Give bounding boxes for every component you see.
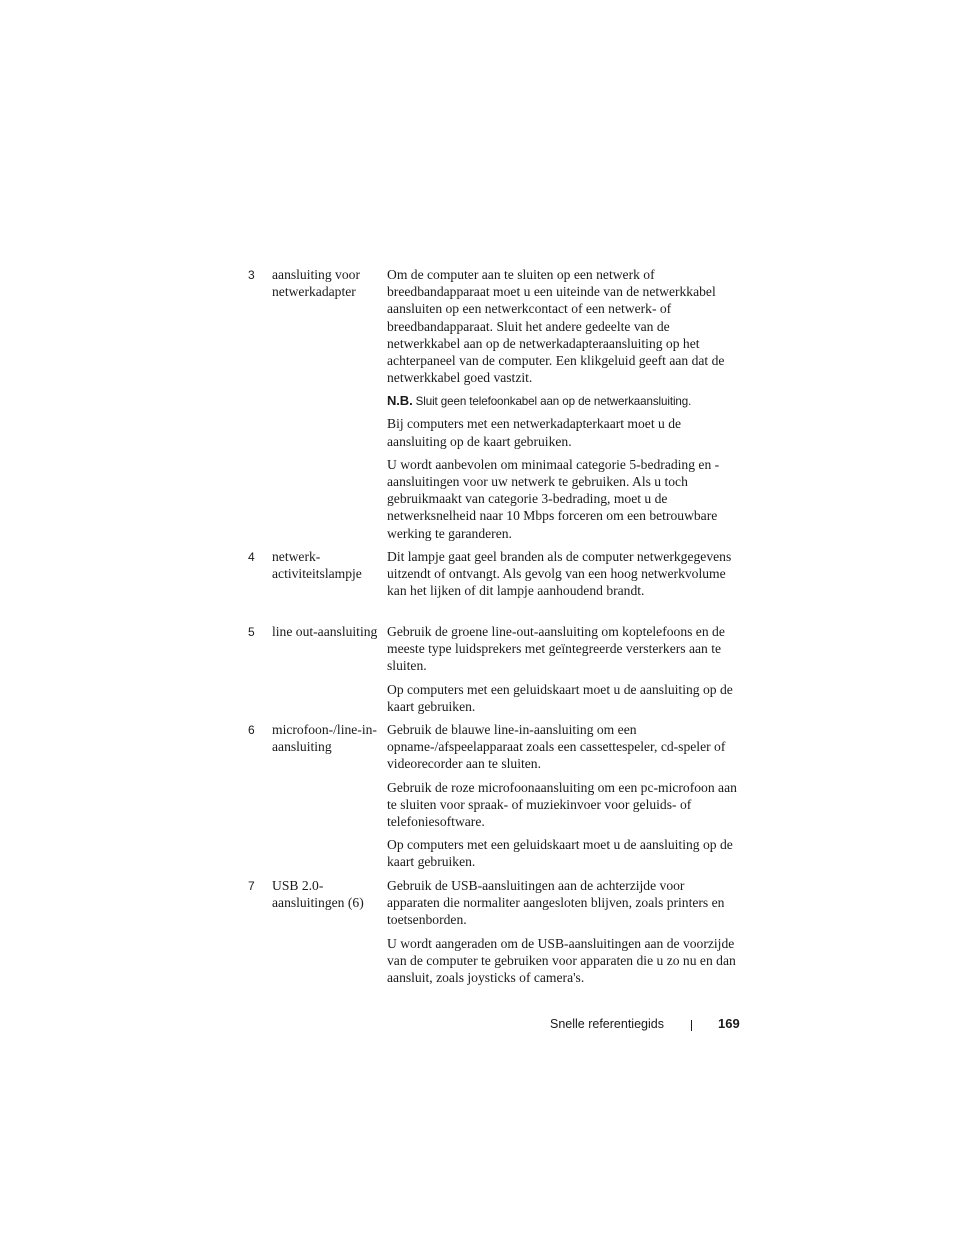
item-description — [387, 623, 737, 721]
item-term: microfoon-/line-in-aansluiting — [272, 722, 377, 755]
description-paragraph: Gebruik de groene line-out-aansluiting om koptelefoons en de meeste type luidsprekers met geïntegreerde versterkers aan te sluiten. — [387, 624, 725, 674]
item-description — [387, 266, 737, 548]
item-number: 7 — [248, 879, 255, 893]
item-number: 6 — [248, 723, 255, 737]
note-text: Sluit geen telefoonkabel aan op de netwerkaansluiting. — [415, 395, 692, 409]
footer-separator — [691, 1020, 692, 1031]
item-description — [387, 721, 737, 877]
description-paragraph: Om de computer aan te sluiten op een netwerk of breedbandapparaat moet u een uiteinde van de netwerkkabel aansluiten op een netwerkcontact of een netwerk- of breedbandapparaat. Sluit het andere gedeelte van de netwerkkabel aan op de netwerkadapteraansluiting op het achterpaneel van de computer. Een klikgeluid geeft aan dat de netwerkkabel goed vastzit. — [387, 267, 725, 386]
description-paragraph: Dit lampje gaat geel branden als de computer netwerkgegevens uitzendt of ontvangt. Als gevolg van een hoog netwerkvolume kan het lijken of dit lampje aanhoudend brandt. — [387, 549, 732, 599]
item-number: 4 — [248, 550, 255, 564]
page-footer — [0, 1015, 954, 1035]
footer-title: Snelle referentiegids — [550, 1017, 664, 1031]
description-paragraph: U wordt aangeraden om de USB-aansluitingen aan de voorzijde van de computer te gebruiken voor apparaten die u zo nu en dan aansluit, zoals joysticks of camera's. — [387, 935, 736, 986]
note-label: N.B. — [387, 393, 413, 409]
item-description — [387, 548, 737, 606]
item-term: aansluiting voor netwerkadapter — [272, 267, 360, 300]
item-number: 3 — [248, 268, 255, 282]
description-paragraph: U wordt aanbevolen om minimaal categorie 5-bedrading en -aansluitingen voor uw netwerk te gebruiken. Als u toch gebruikmaakt van categorie 3-bedrading, moet u de netwerksnelheid naar 10 Mbps forceren om een betrouwbare werking te garanderen. — [387, 456, 720, 541]
item-description — [387, 877, 737, 992]
description-paragraph: Gebruik de roze microfoonaansluiting om een pc-microfoon aan te sluiten voor spraak- of muziekinvoer voor geluids- of telefoniesoftware. — [387, 779, 737, 830]
description-paragraph: Gebruik de USB-aansluitingen aan de achterzijde voor apparaten die normaliter aangesloten blijven, zoals printers en toetsenborden. — [387, 878, 725, 928]
item-term: line out-aansluiting — [272, 624, 378, 639]
description-paragraph: Gebruik de blauwe line-in-aansluiting om een opname-/afspeelapparaat zoals een cassettespeler, cd-speler of videorecorder aan te sluiten. — [387, 722, 726, 772]
item-term: USB 2.0-aansluitingen (6) — [272, 878, 364, 911]
item-term: netwerk-activiteitslampje — [272, 549, 362, 582]
note — [387, 392, 737, 410]
description-paragraph: Bij computers met een netwerkadapterkaart moet u de aansluiting op de kaart gebruiken. — [387, 416, 682, 449]
page-number: 169 — [718, 1016, 740, 1031]
description-paragraph: Op computers met een geluidskaart moet u de aansluiting op de kaart gebruiken. — [387, 681, 733, 714]
item-number: 5 — [248, 625, 255, 639]
description-paragraph: Op computers met een geluidskaart moet u de aansluiting op de kaart gebruiken. — [387, 837, 733, 870]
